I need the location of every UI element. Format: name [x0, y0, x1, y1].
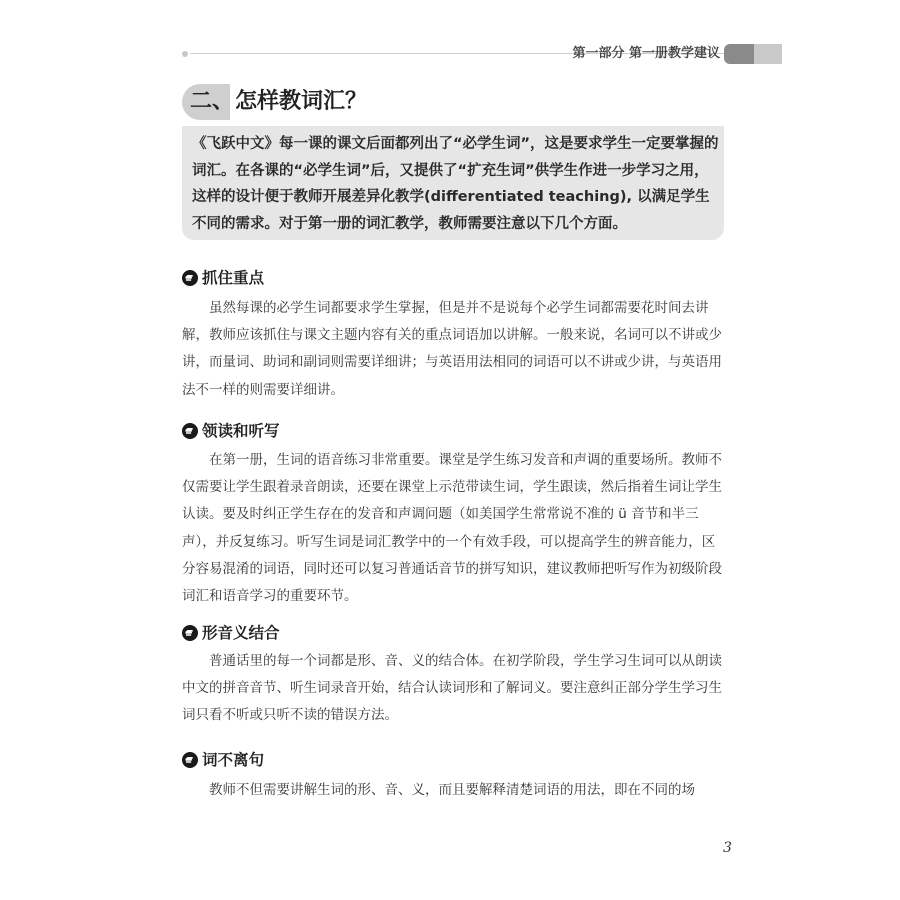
section-title: 怎样教词汇？: [235, 89, 368, 114]
subsection-heading: [182, 267, 482, 289]
subsection-heading: [182, 749, 482, 771]
header-tab-dark: [724, 44, 754, 64]
section-heading: [182, 84, 742, 120]
subsection-title: 词不离句: [202, 751, 265, 769]
page-number: 3: [723, 840, 732, 856]
intro-text: 《飞跃中文》每一课的课文后面都列出了“必学生词”，这是要求学生一定要掌握的词汇。在各课的“必学生词”后，又提供了“扩充生词”供学生作进一步学习之用，这样的设计便于教师开展差异化教学(differentiated teaching), 以满足学生不同的需求。对于第一册的词汇教学，教师需要注意以下几个方面。: [192, 136, 719, 232]
subsection-body: 虽然每课的必学生词都要求学生掌握，但是并不是说每个必学生词都需要花时间去讲解，教师应该抓住与课文主题内容有关的重点词语加以讲解。一般来说，名词可以不讲或少讲，而量词、助词和副词则需要详细讲；与英语用法相同的词语可以不讲或少讲，与英语用法不一样的则需要详细讲。: [182, 300, 722, 398]
subsection-body: 在第一册，生词的语音练习非常重要。课堂是学生练习发音和声调的重要场所。教师不仅需要让学生跟着录音朗读，还要在课堂上示范带读生词，学生跟读，然后指着生词让学生认读。要及时纠正学生存在的发音和声调问题（如美国学生常常说不准的 ü 音节和半三声），并反复练习。听写生词是词汇教学中的一个有效手段，可以提高学生的辨音能力，区分容易混淆的词语，同时还可以复习普通话音节的拼写知识，建议教师把听写作为初级阶段词汇和语音学习的重要环节。: [182, 452, 722, 605]
subsection-body: 教师不但需要讲解生词的形、音、义，而且要解释清楚词语的用法，即在不同的场: [209, 782, 695, 798]
subsection-title: 抓住重点: [202, 269, 265, 287]
pointing-hand-icon: [182, 423, 198, 439]
header-dot-decoration: [182, 51, 188, 57]
header-tab-light: [754, 44, 782, 64]
subsection-title: 领读和听写: [202, 422, 280, 440]
pointing-hand-icon: [182, 625, 198, 641]
subsection-heading: [182, 622, 482, 644]
running-title: 第一部分 第一册教学建议: [572, 46, 720, 61]
intro-box: [182, 126, 724, 240]
subsection-title: 形音义结合: [202, 624, 280, 642]
pointing-hand-icon: [182, 270, 198, 286]
subsection-body: 普通话里的每一个词都是形、音、义的结合体。在初学阶段，学生学习生词可以从朗读中文的拼音音节、听生词录音开始，结合认读词形和了解词义。要注意纠正部分学生学习生词只看不听或只听不读的错误方法。: [182, 653, 722, 724]
pointing-hand-icon: [182, 752, 198, 768]
running-header: [182, 44, 782, 66]
subsection-heading: [182, 420, 482, 442]
section-number: 二、: [190, 89, 235, 114]
